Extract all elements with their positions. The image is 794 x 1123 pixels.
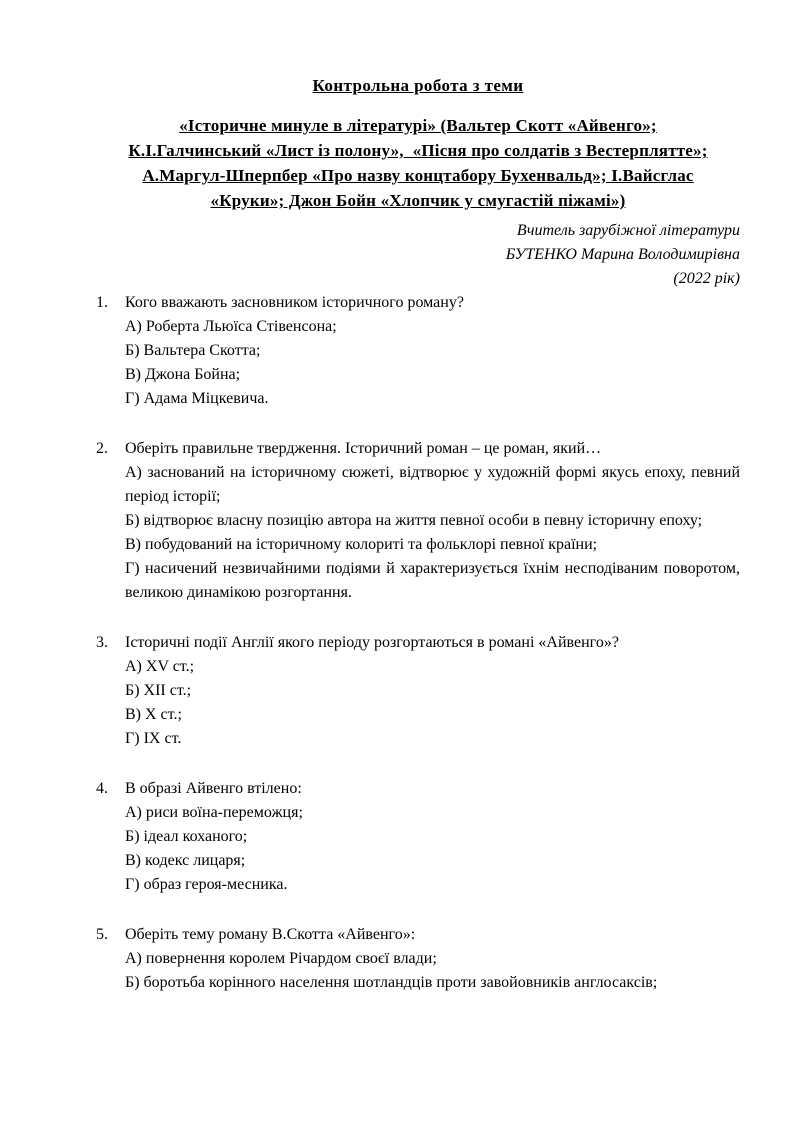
question-number: 1. [96,294,108,311]
question-text: В образі Айвенго втілено: [125,780,302,797]
answer-option: Г) насичений незвичайними подіями й характеризується їхнім несподіваним поворотом, великою динамікою розгортання. [125,560,740,601]
question-options [96,461,740,605]
document-subtitle [96,113,740,213]
questions-list [96,291,740,995]
subtitle-line: «Круки»; Джон Бойн «Хлопчик у смугастій піжамі») [210,191,626,210]
question-text: Кого вважають засновником історичного роману? [125,294,464,311]
question-number: 4. [96,780,108,797]
question-item [96,777,740,897]
answer-option: А) XV ст.; [125,658,195,675]
document-title-text: Контрольна робота з теми [312,76,524,95]
document-title [96,74,740,98]
answer-option: А) заснований на історичному сюжеті, відтворює у художній формі якусь епоху, певний період історії; [125,464,740,505]
question-item [96,923,740,995]
subtitle-line: А.Маргул-Шперпбер «Про назву концтабору Бухенвальд»; І.Вайсглас [142,166,694,185]
subtitle-line: К.І.Галчинський «Лист із полону», «Пісня про солдатів з Вестерплятте»; [128,141,708,160]
question-header [96,631,740,655]
question-number: 5. [96,926,108,943]
answer-option: А) Роберта Льюїса Стівенсона; [125,318,337,335]
question-options [96,947,740,995]
answer-option: В) X ст.; [125,706,182,723]
author-block [96,219,740,291]
answer-option: Б) ідеал коханого; [125,828,248,845]
answer-option: В) Джона Бойна; [125,366,241,383]
answer-option: Г) Адама Міцкевича. [125,390,269,407]
answer-option: Г) IX ст. [125,730,182,747]
answer-option: В) побудований на історичному колориті та фольклорі певної країни; [125,536,598,553]
answer-option: Б) XII ст.; [125,682,192,699]
answer-option: Б) відтворює власну позицію автора на життя певної особи в певну історичну епоху; [125,512,703,529]
answer-option: Б) боротьба корінного населення шотландців проти завойовників англосаксів; [125,974,658,991]
question-options [96,801,740,897]
question-item [96,291,740,411]
question-number: 2. [96,440,108,457]
author-line: Вчитель зарубіжної літератури [516,222,740,239]
question-header [96,923,740,947]
question-options [96,315,740,411]
subtitle-line: «Історичне минуле в літературі» (Вальтер Скотт «Айвенго»; [179,116,657,135]
answer-option: А) повернення королем Річардом своєї влади; [125,950,437,967]
question-header [96,777,740,801]
question-item [96,437,740,605]
answer-option: В) кодекс лицаря; [125,852,246,869]
author-line: БУТЕНКО Марина Володимирівна [505,246,740,263]
question-number: 3. [96,634,108,651]
author-line: (2022 рік) [673,270,740,287]
answer-option: А) риси воїна-переможця; [125,804,303,821]
answer-option: Г) образ героя-месника. [125,876,288,893]
answer-option: Б) Вальтера Скотта; [125,342,261,359]
question-text: Оберіть правильне твердження. Історичний роман – це роман, який… [125,440,602,457]
question-text: Оберіть тему роману В.Скотта «Айвенго»: [125,926,416,943]
question-header [96,291,740,315]
question-header [96,437,740,461]
question-text: Історичні події Англії якого періоду розгортаються в романі «Айвенго»? [125,634,619,651]
question-options [96,655,740,751]
question-item [96,631,740,751]
